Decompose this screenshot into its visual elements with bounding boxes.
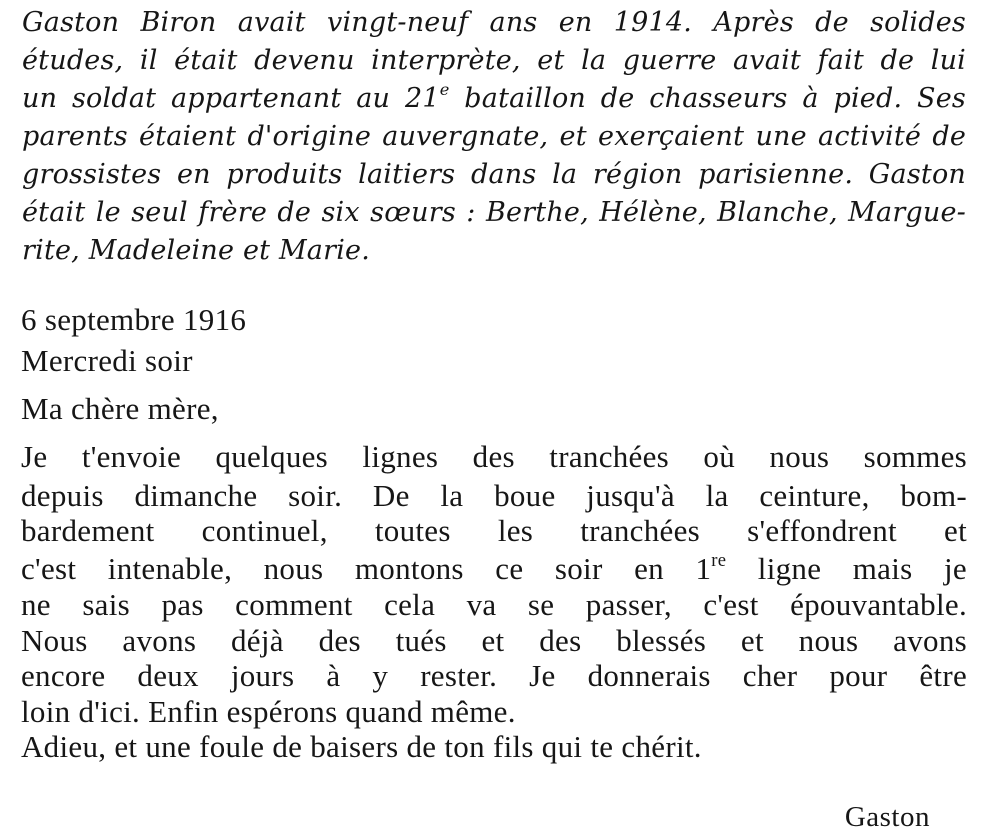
letter-salutation: Ma chère mère, [21, 391, 219, 426]
letter-line: ne sais pas comment cela va se passer, c'est épouvantable. [21, 587, 967, 622]
ordinal-superscript: e [439, 80, 450, 100]
intro-line-text: bataillon de chasseurs à pied. Ses [449, 83, 966, 114]
letter-signature: Gaston [844, 801, 930, 833]
letter-line: loin d'ici. Enfin espérons quand même. [21, 694, 516, 729]
letter-line: Nous avons déjà des tués et des blessés et nous avons [21, 623, 967, 658]
letter-line-text: ligne mais je [726, 551, 967, 586]
letter-line: Je t'envoie quelques lignes des tranchées où nous sommes [21, 439, 967, 474]
letter-line-text: c'est intenable, nous montons ce soir en 1 [21, 551, 712, 586]
intro-line: Gaston Biron avait vingt-neuf ans en 1914. Après de solides [22, 7, 966, 38]
letter-line: Adieu, et une foule de baisers de ton fils qui te chérit. [21, 729, 702, 764]
intro-line: parents étaient d'origine auvergnate, et exerçaient une activité de [22, 121, 966, 152]
letter-line: encore deux jours à y rester. Je donnerais cher pour être [21, 658, 967, 693]
letter-day: Mercredi soir [21, 343, 193, 378]
letter-line: depuis dimanche soir. De la boue jusqu'à la ceinture, bom- [21, 478, 967, 513]
intro-line: études, il était devenu interprète, et la guerre avait fait de lui [22, 45, 966, 76]
ordinal-superscript: re [711, 549, 727, 571]
intro-line-text: un soldat appartenant au 21 [22, 83, 440, 114]
intro-line: rite, Madeleine et Marie. [22, 235, 370, 266]
intro-line: était le seul frère de six sœurs : Berthe, Hélène, Blanche, Margue- [22, 197, 966, 228]
intro-line [22, 80, 966, 114]
intro-line: grossistes en produits laitiers dans la région parisienne. Gaston [22, 159, 966, 190]
letter-line [21, 549, 967, 586]
letter-line: bardement continuel, toutes les tranchées s'effondrent et [21, 513, 967, 548]
letter-date: 6 septembre 1916 [21, 302, 247, 337]
